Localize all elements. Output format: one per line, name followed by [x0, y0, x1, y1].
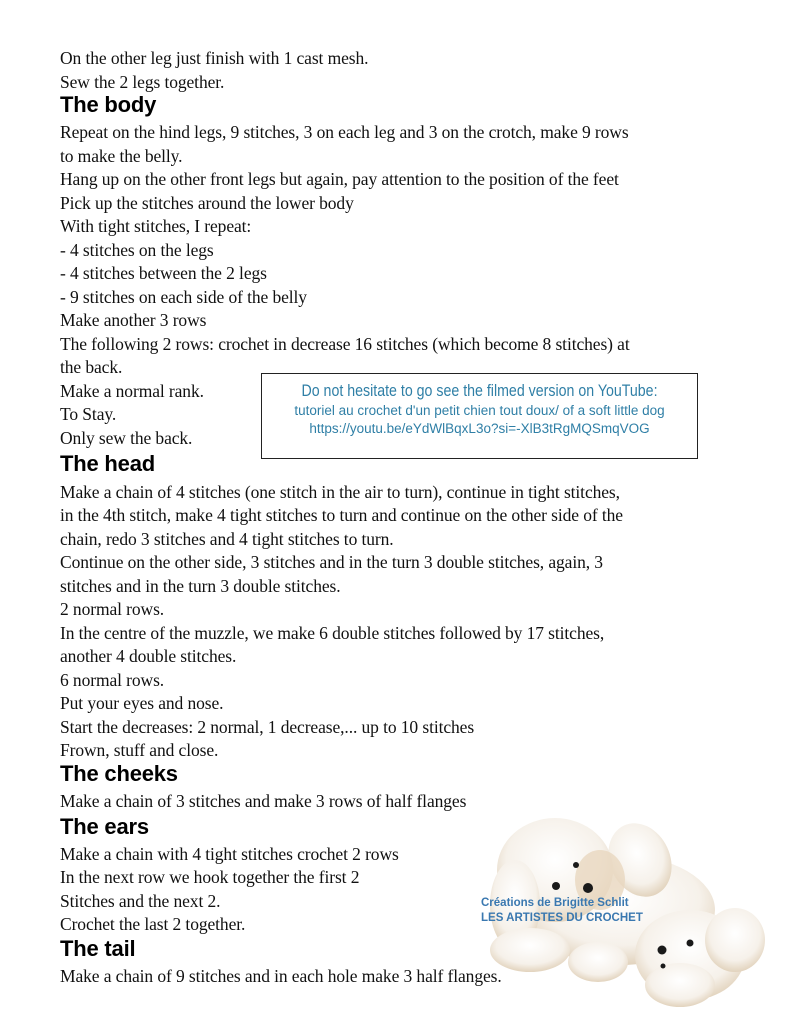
youtube-link[interactable]: https://youtu.be/eYdWlBqxL3o?si=-XlB3tRgMQSmqVOG	[309, 421, 650, 436]
dog-eye	[583, 883, 593, 893]
small-dog	[635, 908, 765, 1007]
body-line: to make the belly.	[60, 146, 183, 166]
head-line: chain, redo 3 stitches and 4 tight stitches to turn.	[60, 529, 394, 549]
tail-line: Make a chain of 9 stitches and in each hole make 3 half flanges.	[60, 966, 502, 986]
youtube-note-box	[261, 373, 698, 459]
dog-nose	[573, 862, 579, 868]
body-line: Repeat on the hind legs, 9 stitches, 3 on each leg and 3 on the crotch, make 9 rows	[60, 122, 629, 142]
ears-line: In the next row we hook together the first 2	[60, 867, 360, 887]
head-line: 2 normal rows.	[60, 599, 165, 619]
body-line: - 4 stitches on the legs	[60, 240, 214, 260]
dog-nose	[661, 964, 666, 969]
body-line: the back.	[60, 357, 123, 377]
photo-credit	[481, 896, 643, 926]
head-line: In the centre of the muzzle, we make 6 double stitches followed by 17 stitches,	[60, 623, 605, 643]
head-line: Frown, stuff and close.	[60, 740, 219, 760]
body-line: - 4 stitches between the 2 legs	[60, 263, 267, 283]
body-line: With tight stitches, I repeat:	[60, 216, 252, 236]
section-heading-head: The head	[60, 451, 155, 476]
head-line: stitches and in the turn 3 double stitches.	[60, 576, 341, 596]
body-line: The following 2 rows: crochet in decrease 16 stitches (which become 8 stitches) at	[60, 334, 630, 354]
ears-line: Stitches and the next 2.	[60, 891, 221, 911]
head-line: Put your eyes and nose.	[60, 693, 224, 713]
head-line: Continue on the other side, 3 stitches and in the turn 3 double stitches, again, 3	[60, 552, 603, 572]
ears-line: Crochet the last 2 together.	[60, 914, 246, 934]
section-heading-tail: The tail	[60, 936, 136, 961]
note-subtitle: tutoriel au crochet d'un petit chien tout doux/ of a soft little dog	[294, 403, 665, 418]
head-line: Make a chain of 4 stitches (one stitch in the air to turn), continue in tight stitches,	[60, 482, 620, 502]
body-line: Only sew the back.	[60, 428, 193, 448]
body-line: - 9 stitches on each side of the belly	[60, 287, 307, 307]
cheeks-line: Make a chain of 3 stitches and make 3 rows of half flanges	[60, 791, 467, 811]
body-line: Make a normal rank.	[60, 381, 204, 401]
dog-eye	[552, 882, 560, 890]
credit-line: LES ARTISTES DU CROCHET	[481, 912, 643, 924]
body-line: Make another 3 rows	[60, 310, 207, 330]
dog-eye	[658, 946, 667, 955]
head-line: 6 normal rows.	[60, 670, 165, 690]
section-heading-cheeks: The cheeks	[60, 761, 178, 786]
ears-line: Make a chain with 4 tight stitches crochet 2 rows	[60, 844, 399, 864]
head-line: in the 4th stitch, make 4 tight stitches to turn and continue on the other side of the	[60, 505, 623, 525]
note-title: Do not hesitate to go see the filmed version on YouTube:	[301, 382, 658, 400]
body-line: Hang up on the other front legs but again, pay attention to the position of the feet	[60, 169, 619, 189]
credit-line: Créations de Brigitte Schlit	[481, 897, 629, 909]
intro-line: Sew the 2 legs together.	[60, 72, 225, 92]
body-line: Pick up the stitches around the lower body	[60, 193, 354, 213]
head-line: another 4 double stitches.	[60, 646, 237, 666]
dog-eye	[687, 940, 694, 947]
body-line: To Stay.	[60, 404, 117, 424]
head-line: Start the decreases: 2 normal, 1 decrease,... up to 10 stitches	[60, 717, 475, 737]
section-heading-ears: The ears	[60, 814, 149, 839]
section-heading-body: The body	[60, 92, 157, 117]
intro-line: On the other leg just finish with 1 cast mesh.	[60, 48, 369, 68]
